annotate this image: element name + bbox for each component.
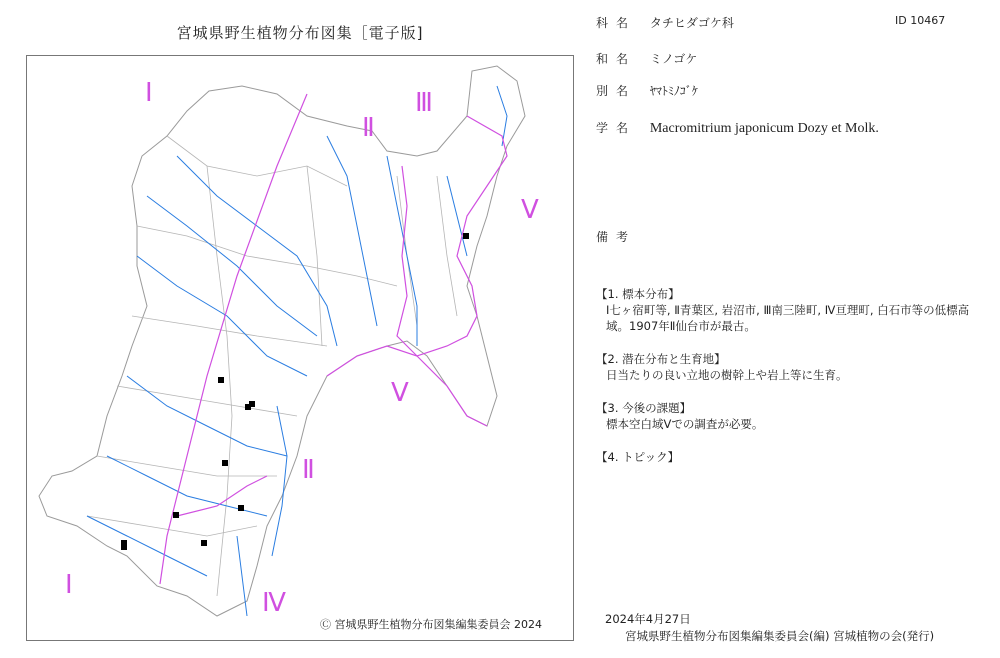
note-body: 標本空白域Ⅴでの調査が必要。 xyxy=(606,417,764,431)
region-label: Ⅰ xyxy=(145,78,153,107)
prefecture-outline xyxy=(39,66,525,616)
specimen-marker xyxy=(173,512,179,518)
note-future-tasks xyxy=(596,400,976,432)
map-svg xyxy=(27,56,575,642)
region-label: Ⅲ xyxy=(415,88,433,117)
family-row xyxy=(596,14,734,31)
region-label: Ⅴ xyxy=(391,378,409,407)
rivers xyxy=(87,86,507,616)
scientific-name-value: Macromitrium japonicum Dozy et Molk. xyxy=(649,121,879,136)
japanese-name-row xyxy=(596,50,697,67)
region-label: Ⅱ xyxy=(302,455,315,484)
scientific-name-row xyxy=(596,119,879,137)
japanese-name-value: ミノゴケ xyxy=(649,52,698,66)
region-label: Ⅱ xyxy=(362,113,375,142)
alias-label: 別名 xyxy=(596,84,637,98)
map-copyright: Ⓒ 宮城県野生植物分布図集編集委員会 2024 xyxy=(320,618,542,631)
specimen-marker xyxy=(222,460,228,466)
region-labels xyxy=(65,78,539,617)
note-heading: 【4. トピック】 xyxy=(596,450,680,464)
specimen-marker xyxy=(201,540,207,546)
distribution-map xyxy=(26,55,574,641)
specimen-marker xyxy=(249,401,255,407)
record-id: ID 10467 xyxy=(895,14,946,27)
japanese-name-label: 和名 xyxy=(596,52,637,66)
publish-date: 2024年4月27日 xyxy=(605,612,691,626)
note-heading: 【3. 今後の課題】 xyxy=(596,401,692,415)
region-label: Ⅴ xyxy=(521,195,539,224)
specimen-marker xyxy=(463,233,469,239)
note-body: 日当たりの良い立地の樹幹上や岩上等に生育。 xyxy=(606,368,848,382)
note-heading: 【1. 標本分布】 xyxy=(596,287,680,301)
region-label: Ⅳ xyxy=(262,588,286,617)
publisher: 宮城県野生植物分布図集編集委員会(編) 宮城植物の会(発行) xyxy=(625,629,935,643)
specimen-marker xyxy=(218,377,224,383)
page-title: 宮城県野生植物分布図集［電子版] xyxy=(176,24,424,42)
note-body: Ⅰ七ヶ宿町等, Ⅱ青葉区, 岩沼市, Ⅲ南三陸町, Ⅳ亘理町, 白石市等の低標高域。1907年Ⅱ仙台市が最古。 xyxy=(606,303,970,333)
region-label: Ⅰ xyxy=(65,570,73,599)
region-boundaries xyxy=(160,94,507,584)
municipal-boundaries xyxy=(87,136,457,596)
alias-value: ﾔﾏﾄﾐﾉｺﾞｹ xyxy=(649,84,698,98)
note-topics xyxy=(596,449,976,465)
remarks-row xyxy=(596,228,650,245)
family-label: 科名 xyxy=(596,16,637,30)
note-specimen-distribution xyxy=(596,286,976,334)
specimen-markers xyxy=(121,233,469,550)
specimen-marker xyxy=(238,505,244,511)
alias-row xyxy=(596,82,698,99)
remarks-label: 備考 xyxy=(596,230,637,244)
notes-section xyxy=(596,286,976,482)
family-value: タチヒダゴケ科 xyxy=(649,16,734,30)
specimen-marker xyxy=(121,544,127,550)
note-heading: 【2. 潜在分布と生育地】 xyxy=(596,352,726,366)
scientific-name-label: 学名 xyxy=(596,121,637,135)
note-potential-distribution xyxy=(596,351,976,383)
